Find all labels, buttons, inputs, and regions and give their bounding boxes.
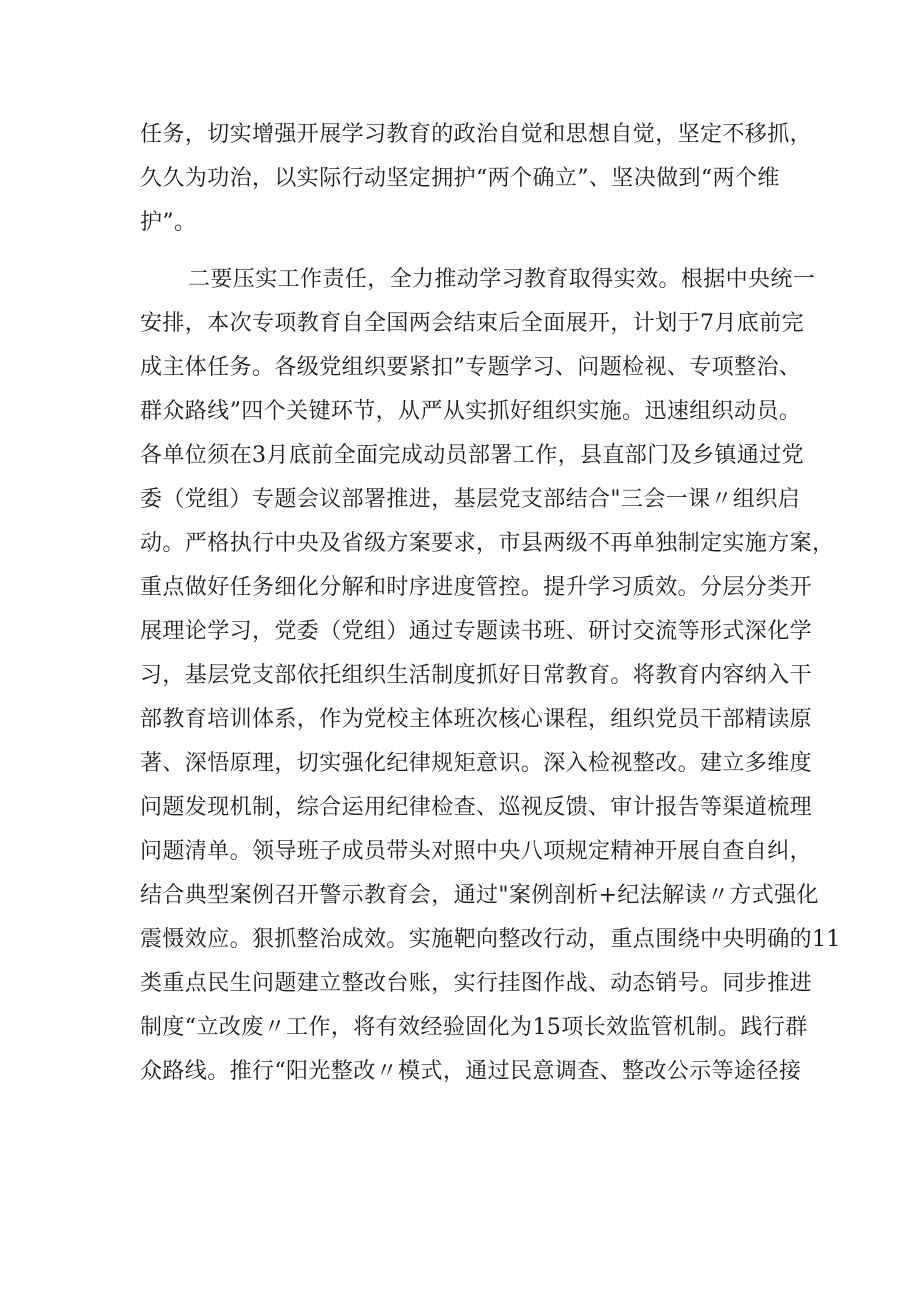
text-line: 动。严格执行中央及省级方案要求，市县两级不再单独制定实施方案， <box>140 531 835 556</box>
text-line: 习，基层党支部依托组织生活制度抓好日常教育。将教育内容纳入干 <box>140 663 813 688</box>
text-line: 众路线。推行“阳光整改〃模式，通过民意调查、整改公示等途径接 <box>140 1059 802 1084</box>
text-line: 护”。 <box>140 210 197 235</box>
text-line: 部教育培训体系，作为党校主体班次核心课程，组织党员干部精读原 <box>140 707 813 732</box>
text-line: 任务，切实增强开展学习教育的政治自觉和思想自觉，坚定不移抓， <box>140 122 813 147</box>
text-line: 安排，本次专项教育自全国两会结束后全面展开，计划于7月底前完 <box>140 311 804 336</box>
paragraph-first-line: 二要压实工作责任，全力推动学习教育取得实效。根据中央统一 <box>188 267 816 292</box>
text-line: 震慑效应。狠抓整治成效。实施靶向整改行动，重点围绕中央明确的11 <box>140 927 841 952</box>
text-line: 制度“立改废〃工作，将有效经验固化为15项长效监管机制。践行群 <box>140 1015 808 1040</box>
text-line: 结合典型案例召开警示教育会，通过"案例剖析+纪法解读〃方式强化 <box>140 883 819 908</box>
text-line: 问题清单。领导班子成员带头对照中央八项规定精神开展自查自纠， <box>140 839 813 864</box>
text-line: 群众路线”四个关键环节，从严从实抓好组织实施。迅速组织动员。 <box>140 399 802 424</box>
text-line: 委（党组）专题会议部署推进，基层党支部结合"三会一课〃组织启 <box>140 487 801 512</box>
text-line: 问题发现机制，综合运用纪律检查、巡视反馈、审计报告等渠道梳理 <box>140 795 813 820</box>
text-line: 久久为功治，以实际行动坚定拥护“两个确立”、坚决做到“两个维 <box>140 166 780 191</box>
text-line: 重点做好任务细化分解和时序进度管控。提升学习质效。分层分类开 <box>140 575 813 600</box>
text-line: 类重点民生问题建立整改台账，实行挂图作战、动态销号。同步推进 <box>140 971 813 996</box>
text-line: 各单位须在3月底前全面完成动员部署工作，县直部门及乡镇通过党 <box>140 443 804 468</box>
text-line: 展理论学习，党委（党组）通过专题读书班、研讨交流等形式深化学 <box>140 619 813 644</box>
text-line: 著、深悟原理，切实强化纪律规矩意识。深入检视整改。建立多维度 <box>140 751 813 776</box>
text-line: 成主体任务。各级党组织要紧扣”专题学习、问题检视、专项整治、 <box>140 355 802 380</box>
